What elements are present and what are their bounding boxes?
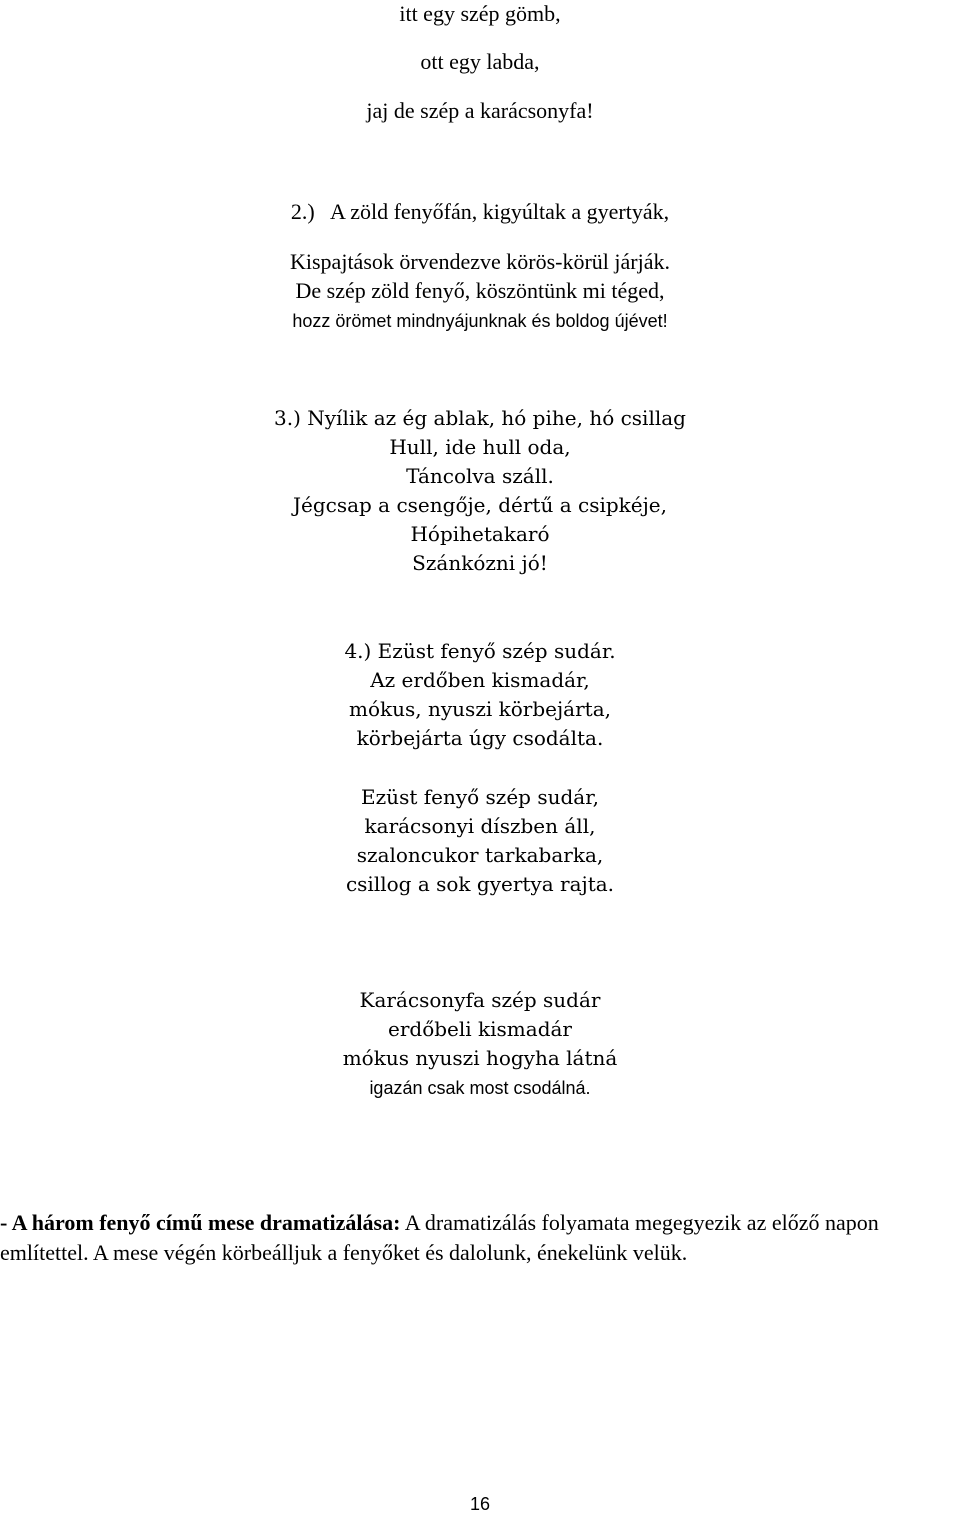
poem-line: Hópihetakaró — [410, 522, 550, 546]
poem-line: erdőbeli kismadár — [388, 1017, 572, 1041]
poem-line: 2.) A zöld fenyőfán, kigyúltak a gyertyák, — [290, 199, 670, 224]
poem-line: De szép zöld fenyő, köszöntünk mi téged, — [295, 278, 665, 303]
poem-line: itt egy szép gömb, — [399, 1, 561, 26]
poem-line: ott egy labda, — [420, 49, 540, 74]
poem-line: igazán csak most csodálná. — [369, 1078, 591, 1098]
poem-line: Ezüst fenyő szép sudár, — [361, 785, 599, 809]
poem-line: hozz örömet mindnyájunknak és boldog újévet! — [292, 311, 668, 331]
poem-line: 3.) Nyílik az ég ablak, hó pihe, hó csillag — [274, 406, 686, 430]
poem-line: körbejárta úgy csodálta. — [356, 726, 604, 750]
poem-line: Jégcsap a csengője, dértű a csipkéje, — [292, 493, 668, 517]
poem-line: csillog a sok gyertya rajta. — [345, 872, 615, 896]
poem-line: Szánkózni jó! — [412, 551, 548, 575]
poem-line: mókus, nyuszi körbejárta, — [349, 697, 611, 721]
activity-text: A dramatizálás folyamata megegyezik az előző napon említettel. A mese végén körbeálljuk a fenyőket és dalolunk, énekelünk velük. — [0, 1210, 879, 1265]
poem-line: jaj de szép a karácsonyfa! — [366, 98, 594, 123]
activity-paragraph — [0, 1208, 960, 1268]
poem-line: Az erdőben kismadár, — [370, 668, 590, 692]
poem-line: 4.) Ezüst fenyő szép sudár. — [344, 639, 616, 663]
activity-heading: - A három fenyő című mese dramatizálása: — [0, 1210, 401, 1235]
poem-line: Karácsonyfa szép sudár — [359, 988, 601, 1012]
poem-line: Kispajtások örvendezve körös-körül járják. — [290, 249, 670, 274]
poem-line: karácsonyi díszben áll, — [364, 814, 596, 838]
poem-line: szaloncukor tarkabarka, — [356, 843, 604, 867]
page-number: 16 — [469, 1494, 491, 1514]
poem-line: Táncolva száll. — [406, 464, 554, 488]
poem-line: mókus nyuszi hogyha látná — [342, 1046, 618, 1070]
poem-line: Hull, ide hull oda, — [389, 435, 571, 459]
